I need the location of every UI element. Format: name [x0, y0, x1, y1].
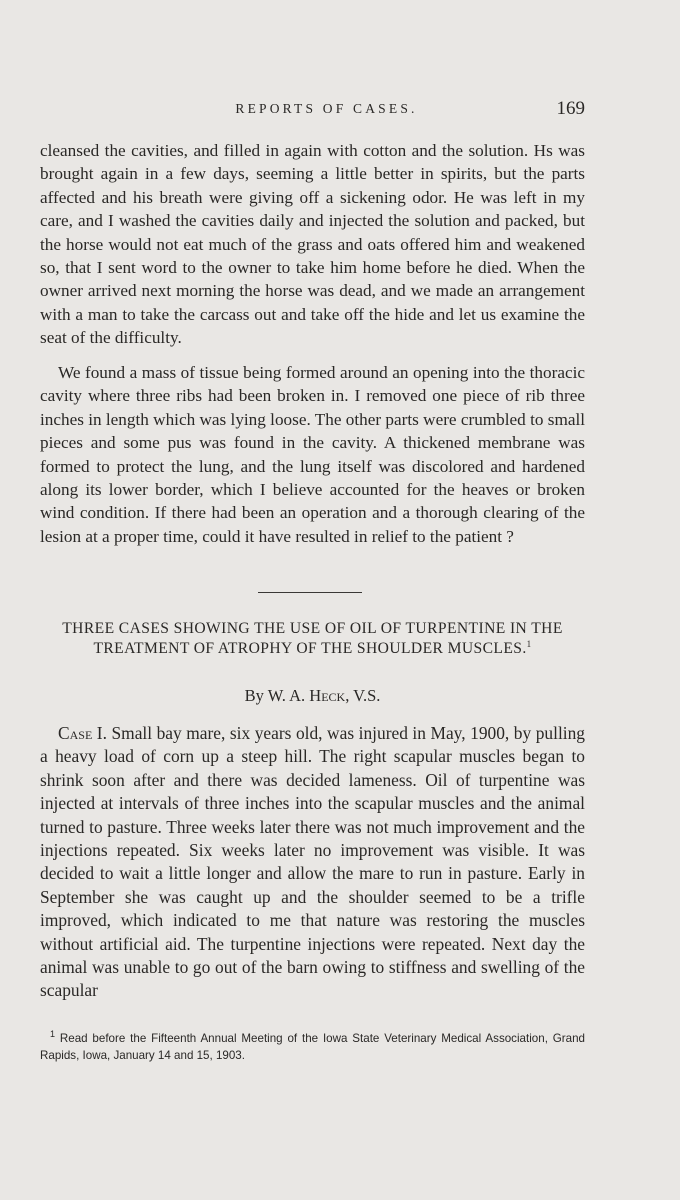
case-one-paragraph — [40, 722, 585, 1003]
article-byline — [40, 686, 585, 706]
case-one-text: Small bay mare, six years old, was injured in May, 1900, by pulling a heavy load of corn up a steep hill. The right scapular muscles began to shrink soon after and there was decided lameness. Oil of turpentine was injected at intervals of three inches into the scapular muscles and the animal turned to pasture. Three weeks later there was not much improvement and the injections repeated. Six weeks later no improvement was visible. It was decided to wait a little longer and allow the mare to run in pasture. Early in September she was caught up and the shoulder seemed to be a trifle improved, which indicated to me that nature was restoring the muscles without artificial aid. The turpentine injections were repeated. Next day the animal was unable to go out of the barn owing to stiffness and swelling of the scapular — [40, 723, 585, 1001]
title-footnote-marker: 1 — [526, 638, 532, 649]
footnote — [40, 1031, 585, 1064]
paragraph-continued — [40, 139, 585, 350]
paragraph-text: We found a mass of tissue being formed around an opening into the thoracic cavity where three ribs had been broken in. I removed one piece of rib three inches in length which was lying loose. The other parts were crumbled to small pieces and some pus was found in the cavity. A thickened membrane was formed to protect the lung, and the lung itself was discolored and hardened along its lower border, which I believe accounted for the heaves or broken wind condition. If there had been an operation and a thorough clearing of the lesion at a proper time, could it have resulted in relief to the patient ? — [40, 363, 585, 546]
article-title-text: THREE CASES SHOWING THE USE OF OIL OF TURPENTINE IN THE TREATMENT OF ATROPHY OF THE SHOULDER MUSCLES. — [62, 620, 563, 657]
paragraph-findings — [40, 361, 585, 548]
paragraph-text — [40, 722, 585, 1003]
footnote-marker: 1 — [50, 1029, 56, 1040]
section-divider — [258, 592, 362, 593]
page-header — [40, 98, 585, 124]
footnote-text: Read before the Fifteenth Annual Meeting of the Iowa State Veterinary Medical Association, Grand Rapids, Iowa, January 14 and 15, 1903. — [40, 1032, 585, 1062]
case-label: Case I. — [58, 723, 107, 743]
byline-suffix: , V.S. — [345, 686, 381, 705]
article-title — [40, 619, 585, 658]
byline-prefix: By W. A. — [244, 686, 306, 705]
running-head: REPORTS OF CASES. — [235, 101, 418, 116]
paragraph-text: cleansed the cavities, and filled in again with cotton and the solution. Hs was brought again in a few days, seeming a little better in spirits, but the parts affected and his breath were giving off a sickening odor. He was left in my care, and I washed the cavities daily and injected the solution and packed, but the horse would not eat much of the grass and oats offered him and weakened so, that I sent word to the owner to take him home before he died. When the owner arrived next morning the horse was dead, and we made an arrangement with a man to take the carcass out and take off the hide and let us examine the seat of the difficulty. — [40, 141, 585, 348]
page-number: 169 — [556, 98, 585, 119]
byline-author-surname: Heck — [309, 686, 346, 705]
